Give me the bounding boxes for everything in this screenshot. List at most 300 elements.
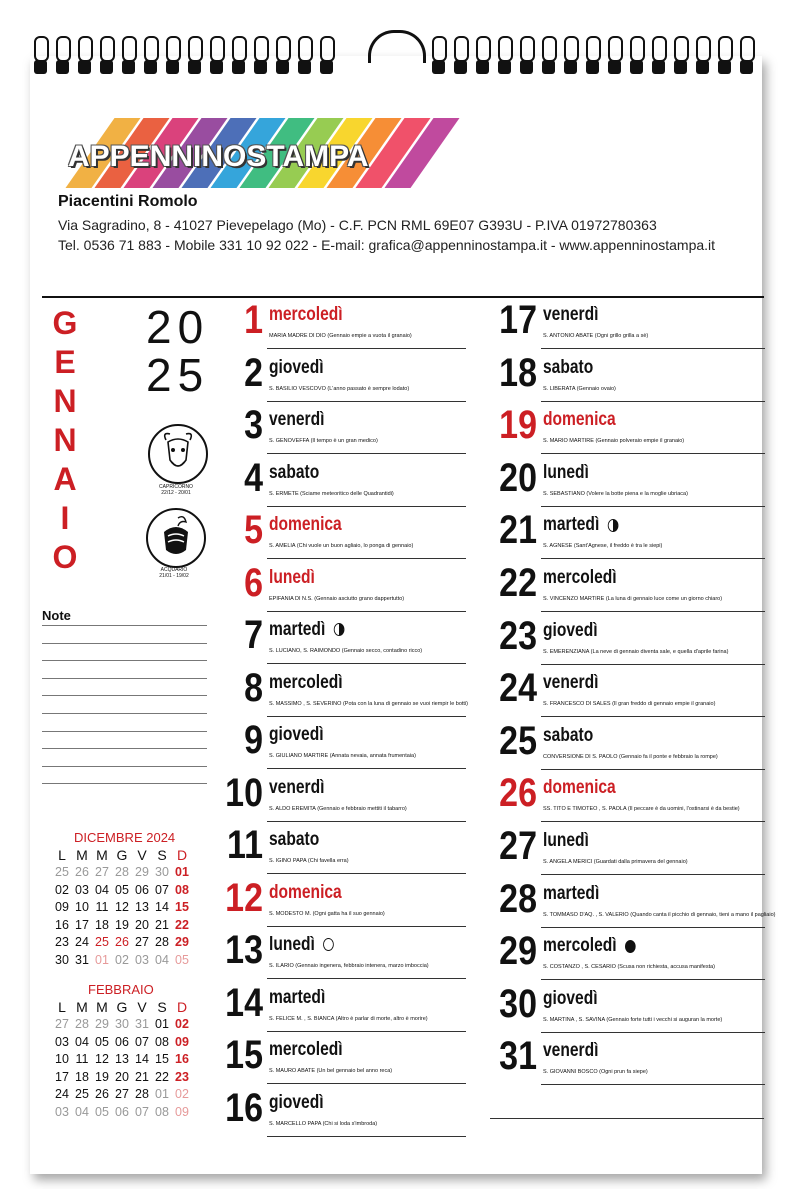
day-saint-proverb: S. FRANCESCO DI SALES (Il gran freddo di gennaio empie il granaio) [543,701,716,708]
mini-calendar-day: 28 [115,865,129,879]
day-saint-proverb: S. ERMETE (Sciame meteoritico delle Quadrantidi) [269,490,394,497]
day-saint-proverb: S. LUCIANO, S. RAIMONDO (Gennaio secco, contadino ricco) [269,648,423,654]
day-row [213,349,473,402]
mini-calendar-day: 17 [55,1069,69,1084]
spiral-ring [210,36,223,76]
day-saint-proverb: S. FELICE M. , S. BIANCA (Altro è parlar di morte, altro è morire) [269,1015,428,1022]
mini-calendar-day: 29 [95,1017,109,1031]
day-number: 29 [499,929,537,974]
day-row [213,926,473,979]
month-letter: N [53,422,77,458]
day-number: 28 [499,876,537,921]
mini-calendar-day: 22 [175,917,189,932]
mini-calendar-day: 02 [175,1017,189,1031]
month-letter: I [60,500,70,536]
day-row [213,454,473,507]
day-row [213,821,473,874]
weekday-label: M [96,847,108,863]
mini-calendar-day: 27 [115,1087,129,1102]
mini-calendar-day: 16 [175,1052,189,1067]
mini-calendar-day: 25 [95,935,109,950]
spiral-ring [454,36,467,76]
day-row [213,716,473,769]
day-saint-proverb: S. MARTINA , S. SAVINA (Gennaio forte tutti i vecchi si auguran la morte) [543,1016,723,1023]
mini-calendar-day: 04 [75,1105,89,1119]
day-name: sabato [543,724,594,746]
day-number: 21 [499,508,537,553]
day-name: mercoledì [269,671,343,693]
day-name: giovedì [543,619,598,641]
spiral-ring [320,36,333,76]
spiral-ring [56,36,69,76]
day-name: giovedì [543,987,598,1009]
day-name: lunedì [543,830,589,851]
day-saint-proverb: S. LIBERATA (Gennaio ovaio) [543,385,616,392]
mini-calendar-weekdays [52,999,192,1015]
day-number: 13 [225,928,263,972]
quarter-moon-icon [607,519,618,532]
day-saint-proverb: S. SEBASTIANO (Volere la botte piena e la moglie ubriaca) [543,490,688,497]
day-name: sabato [269,461,320,483]
mini-calendar-day: 17 [75,917,89,932]
mini-calendar-day: 10 [55,1052,69,1067]
day-name: lunedì [543,461,589,483]
day-number: 26 [499,771,537,816]
spiral-ring [276,36,289,76]
day-number: 4 [244,455,263,500]
day-saint-proverb: S. BASILIO VESCOVO (L'anno passato è sempre lodato) [269,385,410,392]
day-row [213,664,473,717]
mini-calendar-week [52,900,192,914]
mini-calendar-day: 09 [175,1105,189,1119]
mini-calendar-day: 11 [95,900,109,915]
day-name: venerdì [543,672,599,694]
day-row [213,1084,473,1137]
note-line [42,678,207,679]
mini-calendar-day: 03 [55,1034,69,1049]
day-divider [541,1084,765,1085]
day-name: domenica [269,514,342,535]
mini-calendar-week [52,935,192,949]
spiral-ring [166,36,179,76]
mini-calendar-week [52,1087,192,1101]
mini-calendar-day: 06 [135,882,149,897]
mini-calendar-day: 06 [115,1034,129,1049]
day-name: giovedì [269,356,324,378]
day-name: mercoledì [269,1039,343,1060]
mini-calendar-day: 13 [135,900,149,915]
spiral-ring [78,36,91,76]
day-number: 11 [227,823,263,867]
day-name: sabato [269,829,320,850]
day-row [487,927,747,980]
mini-calendar-day: 02 [175,1087,189,1102]
day-saint-proverb: S. IGINO PAPA (Chi favella erra) [269,858,349,864]
weekday-label: V [137,999,147,1015]
spiral-ring [476,36,489,76]
day-saint-proverb: S. AMELIA (Chi vuole un buon agliaio, lo ponga di gennaio) [269,543,414,549]
spiral-ring [652,36,665,76]
mini-calendar-day: 30 [115,1017,129,1031]
spiral-ring [674,36,687,76]
day-saint-proverb: S. GIULIANO MARTIRE (Annata nevaia, annata frumentaia) [269,753,416,759]
mini-calendar-day: 19 [115,917,129,932]
day-name: lunedì [269,934,334,956]
day-number: 31 [499,1034,537,1079]
capricorn-icon [148,424,208,484]
mini-calendar-day: 31 [75,953,89,967]
month-letter: E [54,344,76,380]
mini-calendar-day: 12 [95,1052,109,1067]
note-line [42,783,207,784]
day-saint-proverb: S. ANTONIO ABATE (Ogni grillo grilla a sè) [543,333,649,339]
spiral-ring [608,36,621,76]
day-number: 30 [499,981,537,1026]
mini-calendar-day: 05 [95,1105,109,1119]
day-row [213,611,473,664]
day-row [213,401,473,454]
day-saint-proverb: S. MARIO MARTIRE (Gennaio polveraio empie il granaio) [543,438,685,445]
day-number: 27 [499,824,537,868]
mini-calendar-day: 28 [155,935,169,950]
mini-calendar-week [52,918,192,932]
spiral-ring [100,36,113,76]
weekday-label: G [116,999,128,1015]
mini-calendar-day: 09 [175,1034,189,1049]
day-row [487,664,747,717]
mini-calendar-day: 13 [115,1052,129,1067]
weekday-label: S [157,847,167,863]
day-saint-proverb: CONVERSIONE DI S. PAOLO (Gennaio fa il ponte e febbraio la rompe) [543,753,718,760]
day-number: 19 [499,403,537,448]
hanger-hook [368,30,426,63]
mini-calendar-day: 03 [75,882,89,897]
day-saint-proverb: SS. TITO E TIMOTEO , S. PAOLA (Il peccare è da uomini, l'ostinarsi è da bestie) [543,806,740,813]
spiral-ring [122,36,135,76]
mini-calendar-day: 22 [155,1069,169,1084]
mini-calendar-day: 06 [115,1105,129,1119]
mini-calendar-day: 05 [175,953,189,967]
mini-calendar-day: 26 [75,865,89,879]
spiral-ring [542,36,555,76]
day-saint-proverb: S. MODESTO M. (Ogni gatta ha il suo gennaio) [269,910,385,917]
day-row [487,875,776,928]
note-line [42,695,207,696]
mini-calendar-day: 02 [55,882,69,897]
zodiac-1-name: CAPRICORNO [159,484,193,490]
day-name: martedì [543,882,600,904]
day-name: giovedì [269,1091,324,1113]
day-number: 15 [225,1033,263,1077]
mini-calendar-day: 28 [75,1017,89,1031]
spiral-ring [586,36,599,76]
day-number: 12 [225,875,263,920]
day-number: 14 [225,980,263,1025]
company-address: Via Sagradino, 8 - 41027 Pievepelago (Mo) - C.F. PCN RML 69E07 G393U - P.IVA 01972780363 [58,217,657,233]
day-number: 1 [244,298,263,342]
day-saint-proverb: S. ANGELA MERICI (Guardati dalla primavera del gennaio) [543,859,688,865]
day-name: martedì [269,619,344,641]
mini-calendar-day: 14 [155,900,169,915]
day-name: mercoledì [543,935,635,957]
mini-calendar-week [52,1017,192,1031]
day-name: mercoledì [543,567,617,588]
day-number: 6 [244,560,263,605]
mini-calendar-day: 21 [155,917,169,932]
day-row [213,979,473,1032]
spiral-ring [298,36,311,76]
spiral-ring [432,36,445,76]
note-line [42,660,207,661]
day-saint-proverb: S. GIOVANNI BOSCO (Ogni prun fa siepe) [543,1069,648,1076]
day-number: 16 [225,1085,263,1130]
weekday-label: D [176,847,188,863]
mini-calendar-day: 16 [55,917,69,932]
day-name: domenica [269,881,342,903]
mini-calendar-day: 19 [95,1069,109,1084]
mini-calendar-day: 04 [155,953,169,967]
mini-calendar-day: 11 [75,1052,89,1067]
day-row [487,769,747,822]
day-name: domenica [543,409,616,431]
weekday-label: M [76,847,88,863]
day-saint-proverb: S. ALDO EREMITA (Gennaio e febbraio mettiti il tabarro) [269,805,407,812]
day-row [487,612,747,665]
mini-calendar-day: 24 [75,935,89,950]
day-number: 22 [499,561,537,605]
spiral-ring [232,36,245,76]
full-moon-icon [625,940,636,953]
mini-calendar-day: 27 [135,935,149,950]
mini-calendar-day: 18 [95,917,109,932]
day-row [487,296,747,349]
day-row [487,349,747,402]
spiral-ring [718,36,731,76]
day-number: 20 [499,455,537,500]
day-number: 7 [244,613,263,657]
day-saint-proverb: S. GENOVEFFA (Il tempo è un gran medico) [269,438,378,444]
day-number: 10 [225,770,263,815]
day-name: martedì [269,986,326,1008]
aquarius-icon [146,508,206,568]
mini-calendar-day: 01 [95,953,109,967]
mini-calendar-day: 23 [55,935,69,950]
mini-calendar-day: 26 [95,1087,109,1102]
weekday-label: S [157,999,167,1015]
mini-calendar-week [52,953,192,967]
spiral-binding-left [34,36,333,82]
month-letter: A [53,461,77,497]
day-row [487,822,747,875]
mini-calendar-day: 07 [135,1105,149,1119]
spiral-ring [564,36,577,76]
mini-calendar-day: 20 [115,1069,129,1084]
day-row [487,401,747,454]
mini-calendar-day: 01 [175,865,189,879]
day-row [487,454,747,507]
brand-name: APPENNINOSTAMPA [68,140,369,173]
notes-title: Note [42,608,71,623]
mini-calendar-week [52,1052,192,1066]
mini-calendar-day: 10 [75,900,89,915]
day-name: venerdì [269,776,325,798]
quarter-moon-icon [333,623,344,636]
mini-calendar-title: FEBBRAIO [88,982,154,997]
company-name: Piacentini Romolo [58,193,198,210]
mini-calendar-day: 30 [55,953,69,967]
mini-calendar-day: 01 [155,1017,169,1031]
day-name: venerdì [543,304,599,325]
spiral-binding-right [432,36,753,82]
mini-calendar-day: 03 [135,953,149,967]
mini-calendar-day: 21 [135,1069,149,1084]
day-name: lunedì [269,566,315,588]
zodiac-2-name: ACQUARIO [160,567,188,573]
spiral-ring [188,36,201,76]
mini-calendar-day: 29 [135,865,149,879]
day-row [487,1032,747,1085]
mini-calendar-day: 27 [55,1017,69,1031]
mini-calendar-day: 15 [175,900,189,915]
new-moon-icon [323,938,334,951]
day-number: 2 [244,350,263,395]
spiral-ring [34,36,47,76]
day-saint-proverb: S. ILARIO (Gennaio ingenera, febbraio intenera, marzo imboccia) [269,963,429,969]
mini-calendar-day: 18 [75,1069,89,1084]
day-number: 23 [499,613,537,658]
weekday-label: G [116,847,128,863]
day-saint-proverb: MARIA MADRE DI DIO (Gennaio empie a vuota il granaio) [269,333,412,339]
mini-calendar-day: 15 [155,1052,169,1067]
mini-calendar-day: 03 [55,1105,69,1119]
day-row [487,559,747,612]
spiral-ring [630,36,643,76]
day-row [487,506,747,559]
day-name: domenica [543,777,616,799]
mini-calendar-weekdays [52,847,192,863]
note-line [42,713,207,714]
mini-calendar-title: DICEMBRE 2024 [74,830,176,845]
day-name: giovedì [269,724,324,745]
mini-calendar-day: 01 [155,1087,169,1102]
day-saint-proverb: S. TOMMASO D'AQ. , S. VALERIO (Quando canta il picchio di gennaio, tieni a mano il pagliaio) [543,911,776,918]
zodiac-2-dates: 21/01 - 19/02 [159,573,189,579]
day-saint-proverb: S. COSTANZO , S. CESARIO (Scusa non richiesta, accusa manifesta) [543,964,715,971]
mini-calendar-day: 04 [95,882,109,897]
mini-calendar-day: 29 [175,935,189,950]
mini-calendar-day: 08 [175,882,189,897]
mini-calendar-day: 23 [175,1069,189,1084]
weekday-label: V [137,847,147,863]
weekday-label: M [76,999,88,1015]
year-bottom: 25 [146,349,210,401]
mini-calendar-day: 30 [155,865,169,879]
company-contacts: Tel. 0536 71 883 - Mobile 331 10 92 022 - E-mail: grafica@appenninostampa.it - www.appenninostampa.it [58,237,716,253]
mini-calendar-week [52,1105,192,1119]
note-line [42,748,207,749]
day-number: 25 [499,718,537,763]
day-saint-proverb: S. MARCELLO PAPA (Chi si loda s'imbroda) [269,1120,378,1127]
weekday-label: M [96,999,108,1015]
day-row [213,506,473,559]
day-saint-proverb: S. AGNESE (Sant'Agnese, il freddo è tra le siepi) [543,543,663,550]
mini-calendar-day: 12 [115,900,129,915]
day-name: venerdì [269,409,325,430]
mini-calendar-day: 09 [55,900,69,915]
month-letter: G [52,305,78,341]
day-number: 9 [244,718,263,762]
mini-calendar-day: 05 [95,1034,109,1049]
mini-calendar-day: 26 [115,935,129,950]
year-top: 20 [146,301,210,353]
mini-calendar-day: 02 [115,953,129,967]
day-divider [267,1136,466,1137]
mini-calendar-day: 14 [135,1052,149,1067]
month-name [50,304,80,577]
mini-calendar-day: 07 [155,882,169,897]
note-line [42,731,207,732]
mini-calendar-day: 25 [55,865,69,879]
spiral-ring [740,36,753,76]
zodiac-1-dates: 22/12 - 20/01 [161,490,191,496]
day-name: sabato [543,356,594,378]
mini-calendar-week [52,1035,192,1049]
month-letter: N [53,383,77,419]
day-name: mercoledì [269,304,343,325]
day-row [213,874,473,927]
day-number: 5 [244,508,263,552]
day-name: venerdì [543,1040,599,1062]
mini-calendar-day: 08 [155,1105,169,1119]
mini-calendar-day: 20 [135,917,149,932]
day-row [213,769,473,822]
day-name: martedì [543,514,618,536]
mini-calendar-day: 07 [135,1034,149,1049]
note-line [42,625,207,626]
day-row [213,1031,473,1084]
day-number: 8 [244,665,263,710]
last-day-divider [490,1118,764,1119]
note-line [42,766,207,767]
day-saint-proverb: S. VINCENZO MARTIRE (La luna di gennaio luce come un giorno chiaro) [543,596,723,602]
mini-calendar-day: 08 [155,1034,169,1049]
spiral-ring [254,36,267,76]
day-row [487,717,747,770]
day-saint-proverb: S. MAURO ABATE (Un bel gennaio bel anno reca) [269,1068,393,1074]
mini-calendar-week [52,865,192,879]
mini-calendar-day: 24 [55,1087,69,1102]
spiral-ring [696,36,709,76]
mini-calendar-day: 04 [75,1034,89,1049]
mini-calendar-day: 27 [95,865,109,879]
weekday-label: D [176,999,188,1015]
day-saint-proverb: S. MASSIMO , S. SEVERINO (Pota con la luna di gennaio se vuoi riempir le botti) [269,700,469,707]
day-number: 24 [499,666,537,711]
weekday-label: L [58,999,66,1015]
spiral-ring [498,36,511,76]
day-saint-proverb: EPIFANIA DI N.S. (Gennaio asciutto grano dappertutto) [269,595,405,602]
mini-calendar-week [52,883,192,897]
day-number: 17 [499,298,537,342]
spiral-ring [520,36,533,76]
day-row [487,980,747,1033]
note-line [42,643,207,644]
day-row [213,296,473,349]
day-number: 18 [499,350,537,395]
mini-calendar-day: 05 [115,882,129,897]
day-saint-proverb: S. EMERENZIANA (La neve di gennaio diventa sale, e quella d'aprile farina) [543,648,729,655]
mini-calendar-week [52,1070,192,1084]
